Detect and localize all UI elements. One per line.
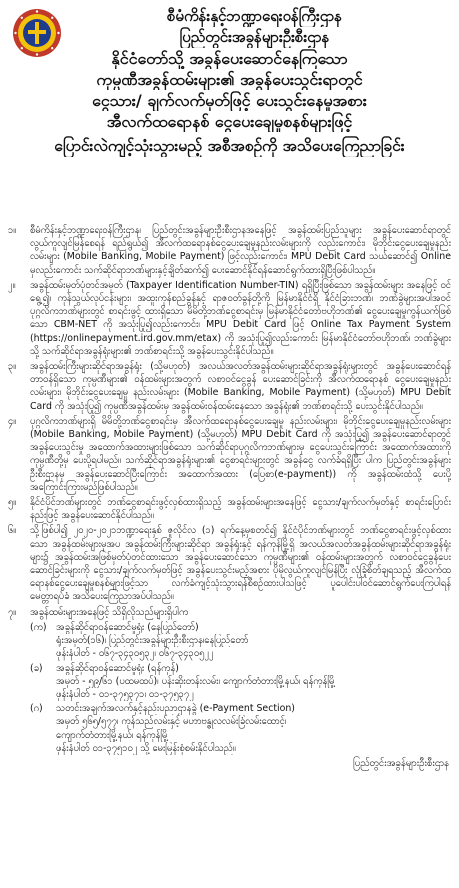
announcement-body <box>8 224 451 770</box>
contact-office: အခွန်ဆိုင်ရာဝန်ဆောင်မှုရုံး (ရန်ကုန်) <box>56 662 179 674</box>
paragraph <box>8 360 451 413</box>
contact-phone: ဖုန်းနံပါတ် - ၀၆၇-၃၄၃၀၅၃၂၊ ၀၆၇-၃၄၃၀၅၂၂ <box>56 648 214 660</box>
contact-details <box>56 621 451 661</box>
department-name: ပြည်တွင်းအခွန်များဦးစီးဌာန <box>179 28 330 46</box>
contact-address: ကျောက်တံတားမြို့နယ်၊ ရန်ကုန်မြို့ <box>56 729 169 741</box>
paragraph-number: ၄။ <box>8 415 17 427</box>
headline-line-2: ကုမ္ပဏီအခွန်ထမ်းများ၏ အခွန်ပေးသွင်းရာတွင် <box>96 70 363 89</box>
headline-line-5: ပြောင်းလဲကျင့်သုံးသွားမည့် အစီအစဉ်ကို အသိပေးကြေညာခြင်း <box>54 137 405 155</box>
contact-item <box>30 621 451 661</box>
paragraph-number: ၆။ <box>8 525 17 537</box>
paragraph-number: ၇။ <box>8 606 17 618</box>
paragraph <box>8 606 451 619</box>
paragraph <box>8 224 451 277</box>
announcement-header <box>8 6 451 224</box>
contact-details <box>56 662 451 702</box>
signature-department: ပြည်တွင်းအခွန်များဦးစီးဌာန <box>353 757 449 769</box>
paragraph <box>8 279 451 358</box>
paragraph <box>8 415 451 494</box>
contact-item <box>30 702 451 755</box>
paragraph-number: ၃။ <box>8 361 17 373</box>
paragraph-text: နိုင်ငံပိုင်ဘဏ်များတွင် ဘဏ်ငွေစာရင်းဖွင့်လှစ်ထားရှိသည့် အခွန်ထမ်းများအနေဖြင့် ငွေသား/ချက်လက်မှတ်နှင့် စာရင်းပြောင်းနည်းဖြင့် အခွန်ပေးဆောင်နိုင်ပါသည်။ <box>30 497 451 522</box>
paragraph-text: စီမံကိန်းနှင့်ဘဏ္ဍာရေးဝန်ကြီးဌာန၊ ပြည်တွင်းအခွန်များဦးစီးဌာနအနေဖြင့် အခွန်ထမ်းပြည်သူများ အခွန်ပေးဆောင်ရာတွင် လွယ်ကူလျင်မြန်စေရန် ရည်ရွယ်၍ အီလက်ထရောနစ်ငွေပေးချေမှုနည်းလမ်းများကို လည်းကောင်း၊ မိုဘိုင်းငွေပေးချေမှုနည်းလမ်းများ (Mobile Banking, Mobile Payment) ဖြင့်လည်းကောင်း၊ MPU Debit Card သယ်ဆောင်၍ Online မှလည်းကောင်း သက်ဆိုင်ရာဘဏ်များနှင့်ချိတ်ဆက်၍ ပေးဆောင်နိုင်ရန်ဆောင်ရွက်ထားရှိပြီးဖြစ်ပါသည်။ <box>30 225 451 276</box>
paragraph <box>8 496 451 522</box>
headline-line-1: နိုင်ငံတော်သို့ အခွန်ပေးဆောင်နေကြသော <box>111 49 348 68</box>
contact-address: အမှတ် ၅၆၅/၅၇၇၊ ကုန်သည်လမ်းနှင့် မဟာဗန္ဓုလလမ်းခြံလမ်းထောင့်၊ <box>56 716 287 728</box>
paragraph-text: အခွန်ထမ်းများအနေဖြင့် သိရှိလိုသည်များရှိပါက <box>30 606 189 618</box>
contact-list <box>30 621 451 755</box>
contact-office: အခွန်ဆိုင်ရာဝန်ဆောင်မှုရုံး (နေပြည်တော်) <box>56 621 199 633</box>
paragraph-number: ၁။ <box>8 225 17 236</box>
contact-number: (ဂ) <box>30 703 43 715</box>
contact-details <box>56 702 451 755</box>
paragraph-text: အခွန်ထမ်းမှတ်ပုံတင်အမှတ် (Taxpayer Identification Number-TIN) ရရှိပြီးဖြစ်သော အခွန်ထမ်းများ အနေဖြင့် ဝင်ရွေ့၍၊ ကုန်သွယ်လုပ်ငန်းများ၊ အထူးကုန်စည်ခွန်နှင့် ရာဇဝတ်ခွန်တို့ကို မြန်မာနိုင်ငံရှိ နိုင်ငံခြားဘဏ်၊ ဘဏ်ခွဲများအပါအဝင် ပုဂ္ဂလိကဘဏ်များတွင် စာရင်းဖွင့် ထားရှိသော မိမိတို့ဘဏ်ငွေစာရင်းမှ မြန်မာနိုင်ငံတော်ဗဟိုဘဏ်၏ ငွေပေးချေမှုကွန်ယက်ဖြစ်သော CBM-NET ကို အသုံးပြု၍လည်းကောင်း၊ MPU Debit Card ဖြင့် Online Tax Payment System (https://onlinepayment.ird.gov.mm/etax) ကို အသုံးပြု၍လည်းကောင်း မြန်မာနိုင်ငံတော်ဗဟိုဘဏ်၊ ဘဏ်ခွဲများသို့ သက်ဆိုင်ရာအခွန်ရုံးများ၏ ဘဏ်စာရင်းသို့ အခွန်ပေးသွင်းနိုင်ပါသည်။ <box>30 279 451 357</box>
contact-office: သတင်းအချက်အလက်နှင့်နည်းပညာဌာနခွဲ (e-Payment Section) <box>56 703 295 715</box>
contact-phone: ဖုန်းနံပါတ် - ၀၁-၃၇၅၃၇၁၊ ၀၁-၃၇၅၃၇၂ <box>56 688 194 700</box>
contact-number: (ခ) <box>30 662 43 674</box>
contact-item <box>30 662 451 702</box>
contact-phone: ဖုန်းနံပါတ် ၀၁-၃၇၅၁၀၂ သို့ မေးမြန်းစုံစမ်းနိုင်ပါသည်။ <box>56 742 236 754</box>
paragraph-number: ၅။ <box>8 497 17 509</box>
headline-line-4: အီလက်ထရောနစ် ငွေပေးချေမှုစနစ်များဖြင့် <box>106 112 353 131</box>
paragraph-text: အခွန်ထမ်းကြီးများဆိုင်ရာအခွန်ရုံး (သို့မဟုတ်) အလယ်အလတ်အခွန်ထမ်းများဆိုင်ရာအခွန်ရုံးများတွင် အခွန်ပေးဆောင်ရန်တာဝန်ရှိသော ကုမ္ပဏီများ၏ ဝန်ထမ်းများအတွက် လစာဝင်ငွေခွန် ပေးဆောင်ခြင်းကို အီလက်ထရောနစ် ငွေပေးချေမှုနည်းလမ်းများ၊ မိုဘိုင်းငွေပေးချေမှု နည်းလမ်းများ (Mobile Banking, Mobile Payment) (သို့မဟုတ်) MPU Debit Card ကို အသုံးပြု၍ ကုမ္ပဏီအခွန်ထမ်းမှ အခွန်ထမ်းဝန်ထမ်းနေသော အခွန်ရုံး၏ ဘဏ်စာရင်းသို့ ပေးသွင်းနိုင်ပါသည်။ <box>30 361 451 412</box>
paragraph-text: သို့ဖြစ်ပါ၍ ၂၀၂၀-၂၀၂၁ဘဏ္ဍာရေးနှစ် ဇူလိုင်လ (၁) ရက်နေ့မှစတင်၍ နိုင်ငံပိုင်ဘဏ်များတွင် ဘဏ်ငွေစာရင်းဖွင့်လှစ်ထားသော အခွန်ထမ်းများမှအပ အခွန်ထမ်းကြီးများဆိုင်ရာ အခွန်ရုံးနှင့် ရန်ကုန်မြို့ရှိ အလယ်အလတ်အခွန်ထမ်းများဆိုင်ရာအခွန်ရုံးများ၌ အခွန်ထမ်းအဖြစ်မှတ်ပုံတင်ထားသော အခွန်ပေးဆောင်သော ကုမ္ပဏီများ၏ ဝန်ထမ်းများအတွက် လစာဝင်ငွေခွန်ပေးဆောင်ခြင်းများကို ငွေသား/ချက်လက်မှတ်ဖြင့် အခွန်ပေးသွင်းမည့်အစား ပိုမိုလွယ်ကူလျင်မြန်ပြီး လုံခြုံစိတ်ချရသည့် အီလက်ထရောနစ်ငွေပေးချေမှုစနစ်များဖြင့်သာ လက်ခံကျင့်သုံးသွားရန်စီစဉ်ထားပါသဖြင့် ပူပေါင်းပါဝင်ဆောင်ရွက်ပေးကြပါရန် မေတ္တာရပ်ခံ အသိပေးကြေညာအပ်ပါသည်။ <box>30 525 451 603</box>
contact-number: (က) <box>30 621 47 633</box>
paragraph <box>8 524 451 603</box>
ministry-name: စီမံကိန်းနှင့်ဘဏ္ဍာရေးဝန်ကြီးဌာန <box>166 7 343 25</box>
contact-address: ရုံးအမှတ်(၁၆)၊ ပြည်တွင်းအခွန်များဦးစီးဌာန၊နေပြည်တော် <box>56 635 249 647</box>
paragraph-text: ပုဂ္ဂလိကဘဏ်များရှိ မိမိတို့ဘဏ်ငွေစာရင်းမှ အီလက်ထရောနစ်ငွေပေးချေမှု နည်းလမ်းများ၊ မိုဘိုင်းငွေပေးချေမှုနည်းလမ်းများ (Mobile Banking, Mobile Payment) (သို့မဟုတ်) MPU Debit Card ကို အသုံးပြု၍ အခွန်ပေးဆောင်ရာတွင် အခွန်ပေးသွင်းမှု အထောက်အထားများဖြစ်သော သက်ဆိုင်ရာပုဂ္ဂလိကဘဏ်များမှ ငွေပေးသွင်းကြောင်း အထောက်အထားကို ကုမ္ပဏီတို့မှ ပေးပို့ရပါမည်။ သက်ဆိုင်ရာအခွန်ရုံးများ၏ ငွေစာရင်းများတွင် အခွန်ငွေ လက်ခံရရှိပြီး ပါက ပြည်တွင်းအခွန်များဦးစီးဌာနမှ အခွန်ပေးဆောင်ပြီးကြောင်း အထောက်အထား (ပြေစာ(e-payment)) ကို အခွန်ထမ်းထံသို့ ပေးပို့အကြောင်းကြားမည်ဖြစ်ပါသည်။ <box>30 415 451 493</box>
headline-line-3: ငွေသား/ ချက်လက်မှတ်ဖြင့် ပေးသွင်းနေမှုအစား <box>92 91 367 110</box>
contact-address: အမှတ် - ၅၉/၆၁ (ပထမထပ်)၊ ပန်းဆိုးတန်းလမ်း၊ ကျောက်တံတားမြို့နယ်၊ ရန်ကုန်မြို့ <box>56 675 336 687</box>
department-seal-icon <box>12 8 62 58</box>
paragraph-number: ၂။ <box>8 279 16 291</box>
